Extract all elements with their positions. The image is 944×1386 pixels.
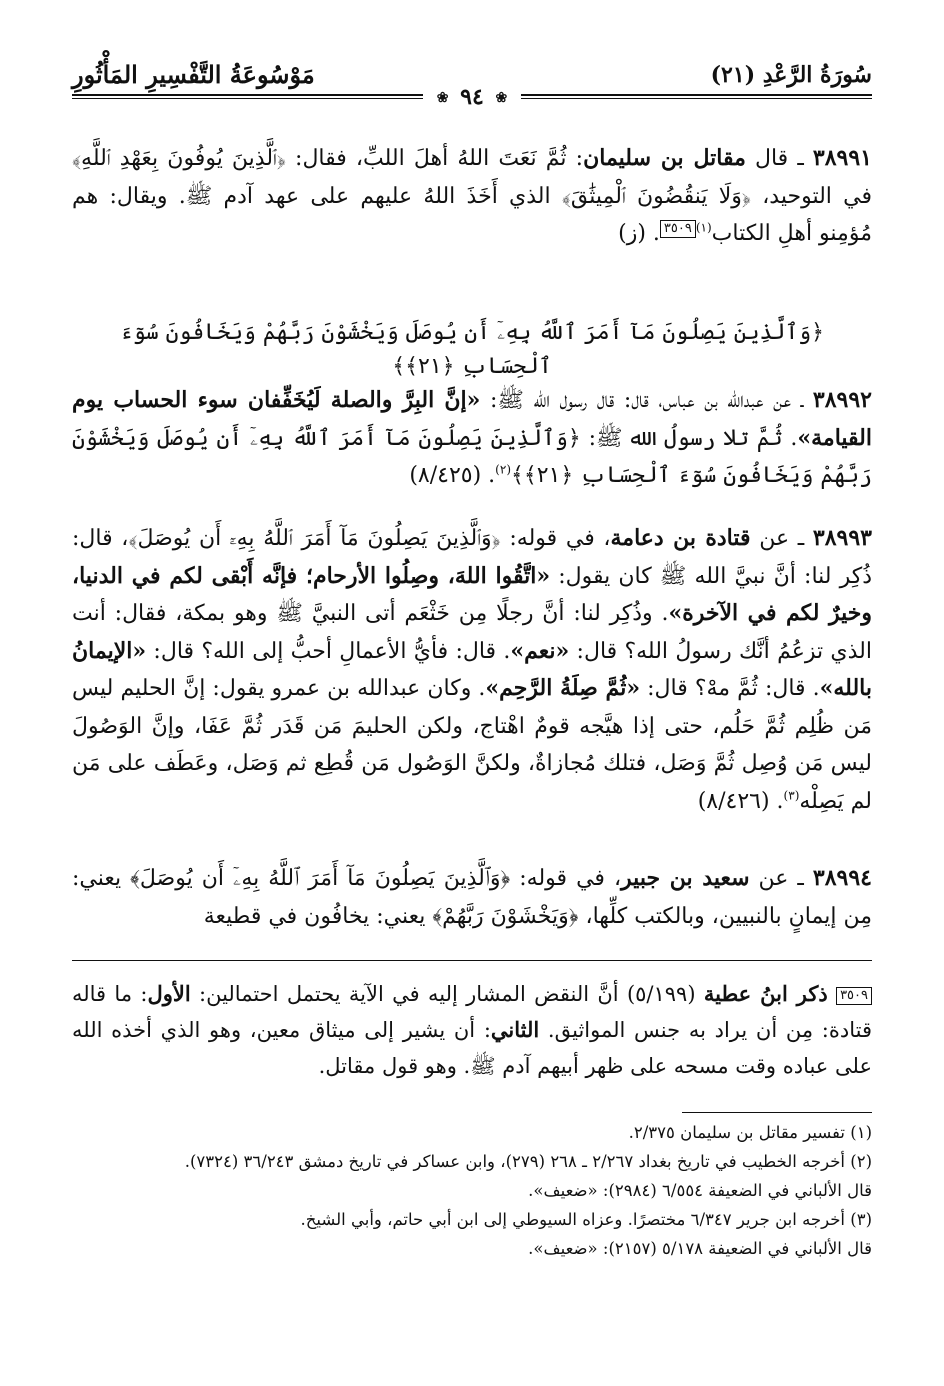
entry-text: ـ عن عبدالله بن عباس، قال: قال رسول الله ﷺ: (480, 388, 813, 413)
commentary-rule (72, 960, 872, 961)
commentary-bold: الأول (147, 981, 191, 1006)
footnote: قال الألباني في الضعيفة ٦/٥٥٤ (٢٩٨٤): «ضعيف». (528, 1181, 872, 1200)
entry-text: ـ قال (745, 146, 813, 171)
entry-number: ٣٨٩٩٤ (812, 865, 872, 891)
footnote: (٢) أخرجه الخطيب في تاريخ بغداد ٢/٢٦٧ ـ ٢٦٨ (٢٧٩)، وابن عساكر في تاريخ دمشق ٣٦/٢٤٣ (٧٣٢٤). (184, 1152, 872, 1171)
entry-text: ـ عن (749, 866, 813, 891)
entry-text: يعني: مِن إيمانٍ بالنبيين، وبالكتب كلِّها، (72, 866, 872, 929)
entry-38991 (72, 140, 872, 253)
entry-text: . وذُكِر لنا: أنَّ رجلًا مِن خَثْعَم أتى النبيَّ ﷺ وهو بمكة، فقال: أنت الذي تزعُمُ أنَّك رسولُ الله؟ قال: (72, 601, 872, 664)
ornament-icon: ❀ (436, 90, 449, 106)
commentary-number-box: ٣٥٠٩ (836, 987, 872, 1005)
entry-text: ـ عن (750, 526, 813, 551)
entry-number: ٣٨٩٩١ (812, 145, 872, 171)
hadith-text: «الإيمانُ بالله» (72, 637, 872, 701)
footnote: قال الألباني في الضعيفة ٥/١٧٨ (٢١٥٧): «ضعيف». (528, 1239, 872, 1258)
commentary-bold: ذكر ابنُ عطية (703, 981, 828, 1006)
hadith-text: «نعم» (510, 637, 570, 664)
entry-text: في التوحيد، (750, 183, 872, 209)
entry-text: ، قال: ذُكِر لنا: أنَّ نبيَّ الله ﷺ كان يقول: (72, 526, 872, 589)
narrator-name: مقاتل بن سليمان (583, 145, 746, 171)
entry-text: الذي أَخَذَ اللهُ عليهم على عهد آدم ﷺ. ويقال: هم مُؤمِنو أهلِ الكتاب (72, 183, 872, 246)
page-number-row (72, 84, 872, 110)
entry-38993 (72, 520, 872, 820)
commentary-text: : ما قاله قتادة: مِن أن يراد به جنس المواثيق. (72, 982, 872, 1042)
quran-quote: ﴿ٱلَّذِينَ يُوفُونَ بِعَهْدِ ٱللَّهِ﴾ (72, 146, 286, 171)
hadith-text: «اتَّقُوا اللهَ، وصِلُوا الأرحام؛ فإنَّه أَبْقى لكم في الدنيا، وخيرٌ لكم في الآخرة» (72, 562, 872, 626)
entry-text: ، في قوله: (500, 526, 611, 551)
entry-text: . (ز) (618, 221, 660, 246)
entry-text: يعني: يخافُون في قطيعة (203, 903, 433, 929)
footnote-rule (682, 1112, 872, 1113)
footnote: (٣) أخرجه ابن جرير ٦/٣٤٧ مختصرًا. وعزاه السيوطي إلى ابن أبي حاتم، وأبي الشيخ. (300, 1210, 872, 1229)
book-title: مَوْسُوعَةُ التَّفْسِيرِ المَأْثُورِ (72, 60, 315, 89)
entry-text: . قال: ثُمَّ مهْ؟ قال: (640, 676, 820, 701)
quran-quote: ﴿وَٱلَّذِينَ يَصِلُونَ مَآ أَمَرَ ٱللَّهُ بِهِۦٓ أَن يُوصَلَ وَيَخْشَوْنَ رَبَّهُمْ وَيَخَافُونَ سُوٓءَ ٱلْحِسَابِ ﴿٢١﴾﴾ (72, 425, 872, 488)
commentary-ref-box[interactable]: ٣٥٠٩ (660, 220, 696, 238)
ornament-icon: ❀ (495, 90, 508, 106)
entry-text: : ثُمَّ نَعَتَ اللهُ أهلَ اللبِّ، فقال: (285, 146, 584, 171)
quran-quote: ﴿وَٱلَّذِينَ يَصِلُونَ مَآ أَمَرَ ٱللَّهُ بِهِۦٓ أَن يُوصَلَ﴾ (130, 866, 511, 891)
entry-38994 (72, 860, 872, 935)
entry-text: . وكان عبدالله بن عمرو يقول: إنَّ الحليم ليس مَن ظُلِم ثُمَّ حَلُم، حتى إذا هيَّجه قومٌ اهْتاج، ولكن الحليمَ مَن قَدَر ثُمَّ عَفَا، وإنَّ الوَصُولَ ليس مَن وُصِل ثُمَّ وَصَل، فتلك مُجازاةٌ، ولكنَّ الوَصُول مَن قُطِع ثم وَصَل، وعَطَف على مَن لم يَصِلْه (72, 676, 872, 814)
verse-heading: ﴿وَٱلَّذِينَ يَصِلُونَ مَآ أَمَرَ ٱللَّهُ بِهِۦٓ أَن يُوصَلَ وَيَخْشَوْنَ رَبَّهُمْ وَيَخَافُونَ سُوٓءَ ٱلْحِسَابِ ﴿٢١﴾﴾ (119, 320, 825, 379)
commentary-bold: الثاني (490, 1017, 540, 1042)
quran-quote: ﴿وَٱلَّذِينَ يَصِلُونَ مَآ أَمَرَ ٱللَّهُ بِهِۦٓ أَن يُوصَلَ﴾ (128, 526, 501, 551)
commentary-text: (٥/١٩٩) أنَّ النقض المشار إليه في الآية يحتمل احتمالين: (190, 982, 704, 1006)
narrator-name: قتادة بن دعامة (610, 525, 751, 551)
footnote: (١) تفسير مقاتل بن سليمان ٢/٣٧٥. (628, 1123, 872, 1142)
quran-quote: ﴿وَيَخْشَوْنَ رَبَّهُمْ﴾ (432, 903, 579, 929)
footnote-ref[interactable]: (٣) (783, 788, 800, 803)
page-header (72, 60, 872, 110)
footnote-ref[interactable]: (٢) (495, 462, 511, 477)
commentary-note (72, 976, 872, 1084)
entry-number: ٣٨٩٩٣ (812, 525, 872, 551)
entry-text: . ثُمَّ تلا رسولُ الله ﷺ: (580, 425, 798, 451)
entry-38992 (72, 382, 872, 495)
page-number: ٩٤ (460, 84, 484, 110)
footnote-ref[interactable]: (١) (695, 220, 712, 235)
hadith-text: «ثُمَّ صِلَةُ الرَّحِم» (485, 675, 641, 701)
entry-text: ، في قوله: (510, 866, 622, 891)
quran-quote: ﴿وَلَا يَنقُضُونَ ٱلْمِيثَٰقَ﴾ (561, 183, 751, 209)
entry-text: . (٨/٤٢٦) (697, 788, 784, 814)
entry-text: . قال: فأيُّ الأعمالِ أحبُّ إلى الله؟ قال: (146, 638, 511, 664)
surah-title: سُورَةُ الرَّعْدِ (٢١) (710, 62, 872, 88)
hadith-text: «إنَّ البِرَّ والصلة لَيُخَفِّفان سوء الحساب يوم القيامة» (72, 387, 872, 451)
footnotes (72, 1118, 872, 1263)
entry-text: . (٨/٤٢٥) (409, 463, 496, 488)
entry-number: ٣٨٩٩٢ (812, 387, 872, 413)
commentary-text: : أن يشير إلى ميثاق معين، وهو الذي أخذه الله على عباده وقت مسحه على ظهر أبيهم آدم ﷺ. وهو قول مقاتل. (72, 1018, 872, 1078)
narrator-name: سعيد بن جبير (621, 865, 750, 891)
